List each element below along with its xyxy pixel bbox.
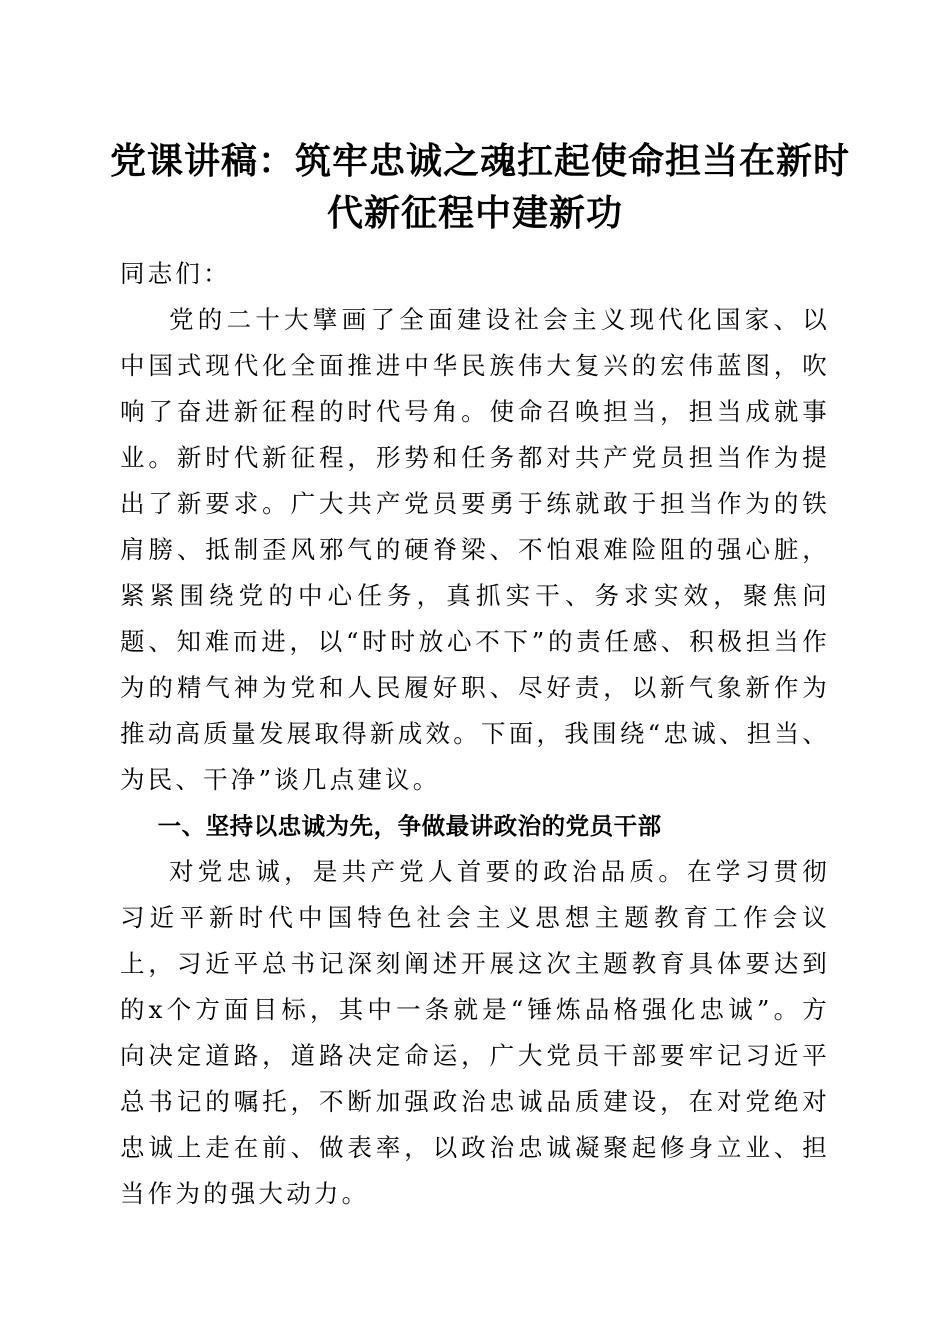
title-line-1: 党课讲稿：筑牢忠诚之魂扛起使命担当在新时 [110,140,851,182]
salutation: 同志们： [120,259,231,288]
intro-paragraph: 党的二十大擘画了全面建设社会主义现代化国家、以中国式现代化全面推进中华民族伟大复兴的宏伟蓝图，吹响了奋进新征程的时代号角。使命召唤担当，担当成就事业。新时代新征程，形势和任务都对共产党员担当作为提出了新要求。广大共产党员要勇于练就敢于担当作为的铁肩膀、抵制歪风邪气的硬脊梁、不怕艰难险阻的强心脏，紧紧围绕党的中心任务，真抓实干、务求实效，聚焦问题、知难而进，以“时时放心不下”的责任感、积极担当作为的精气神为党和人民履好职、尽好责，以新气象新作为推动高质量发展取得新成效。下面，我围绕“忠诚、担当、为民、干净”谈几点建议。 [120,305,830,794]
document-title [110,135,851,239]
section-1-paragraph: 对党忠诚，是共产党人首要的政治品质。在学习贯彻习近平新时代中国特色社会主义思想主题教育工作会议上，习近平总书记深刻阐述开展这次主题教育具体要达到的x个方面目标，其中一条就是“锤炼品格强化忠诚”。方向决定道路，道路决定命运，广大党员干部要牢记习近平总书记的嘱托，不断加强政治忠诚品质建设，在对党绝对忠诚上走在前、做表率，以政治忠诚凝聚起修身立业、担当作为的强大动力。 [120,857,830,1208]
section-heading-1: 一、坚持以忠诚为先，争做最讲政治的党员干部 [157,812,662,840]
document-body [120,251,830,1217]
title-line-2: 代新征程中建新功 [326,192,623,234]
